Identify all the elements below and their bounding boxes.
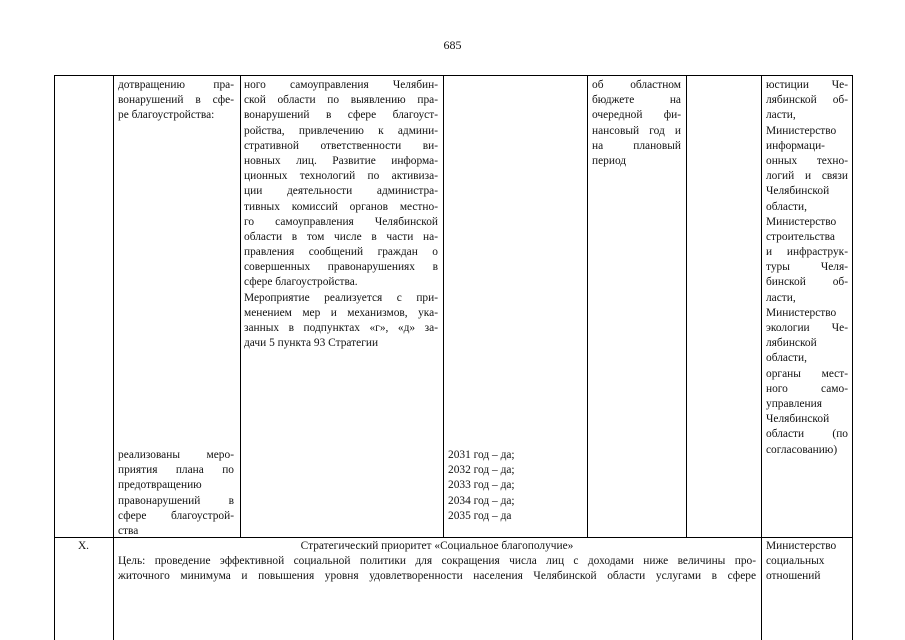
text-line: области (по bbox=[766, 428, 848, 441]
text-line: Челябинской bbox=[766, 185, 830, 198]
text-line: Стратегический приоритет «Социальное благополучие» bbox=[300, 540, 574, 552]
text-line: 2032 год – да; bbox=[448, 464, 515, 477]
text-line: информаци- bbox=[766, 139, 825, 152]
text-line: ного самоуправления Челябин- bbox=[244, 79, 438, 91]
text-line: совершенных правонарушениях в bbox=[244, 261, 438, 274]
text-line: логий и связи bbox=[766, 170, 848, 183]
text-line: онных техно- bbox=[766, 154, 848, 167]
text-line: Министерство bbox=[766, 215, 837, 228]
text-line: Цель: проведение эффективной социальной политики для сокращения числа лиц с доходами ниже величины про- bbox=[118, 555, 756, 568]
indicator-value-cell bbox=[118, 448, 234, 539]
column-border bbox=[54, 75, 55, 640]
text-line: и инфраструк- bbox=[766, 246, 848, 259]
text-line: отношений bbox=[766, 570, 821, 583]
text-line: Министерство bbox=[766, 124, 837, 137]
column-border bbox=[443, 75, 444, 537]
responsible-bodies-cell bbox=[766, 78, 848, 458]
text-line: вонарушений в сфере благоуст- bbox=[244, 109, 438, 122]
text-line: сфере благоустрой- bbox=[118, 509, 234, 522]
text-line: области, bbox=[766, 352, 807, 365]
text-line: стративной ответственности ви- bbox=[244, 139, 438, 152]
text-line: на плановый bbox=[592, 139, 681, 152]
text-line: органы мест- bbox=[766, 367, 848, 380]
text-line: социальных bbox=[766, 555, 825, 568]
text-line: 2031 год – да; bbox=[448, 449, 515, 461]
text-line: период bbox=[592, 154, 627, 167]
text-line: юстиции Че- bbox=[766, 79, 848, 91]
text-line: 2035 год – да bbox=[448, 509, 512, 522]
text-line: ного само- bbox=[766, 382, 848, 395]
text-line: ре благоустройства: bbox=[118, 109, 215, 122]
text-line: новных лиц. Развитие информа- bbox=[244, 154, 438, 167]
text-line: лябинской bbox=[766, 337, 817, 350]
text-line: об областном bbox=[592, 79, 681, 91]
section-number-cell bbox=[54, 539, 113, 554]
text-line: приятия плана по bbox=[118, 464, 234, 477]
column-border bbox=[113, 75, 114, 640]
text-line: Мероприятие реализуется с при- bbox=[244, 291, 438, 304]
text-line: Челябинской bbox=[766, 413, 830, 426]
text-line: нансовый год и bbox=[592, 124, 681, 137]
indicator-cell bbox=[118, 78, 234, 124]
section-goal-cell bbox=[118, 539, 756, 585]
text-line: ской области по выявлению пра- bbox=[244, 94, 438, 107]
text-line: правонарушений в bbox=[118, 494, 234, 507]
text-line: Министерство bbox=[766, 540, 837, 552]
text-line: менением мер и механизмов, ука- bbox=[244, 306, 438, 319]
text-line: ционных технологий по активиза- bbox=[244, 170, 438, 183]
page-number: 685 bbox=[443, 38, 462, 52]
text-line: ции деятельности администра- bbox=[244, 185, 438, 198]
text-line: 2033 год – да; bbox=[448, 479, 515, 492]
yearly-values-cell bbox=[448, 448, 582, 524]
table-top-border bbox=[54, 75, 853, 76]
measure-description-cell bbox=[244, 78, 438, 351]
column-border bbox=[587, 75, 588, 537]
text-line: тивных комиссий органов местно- bbox=[244, 200, 438, 213]
text-line: области, bbox=[766, 200, 807, 213]
text-line: 2034 год – да; bbox=[448, 494, 515, 507]
text-line: дотвращению пра- bbox=[118, 79, 234, 91]
column-border bbox=[240, 75, 241, 537]
text-line: строительства bbox=[766, 230, 835, 243]
text-line: очередной фи- bbox=[592, 109, 681, 122]
text-line: ства bbox=[118, 524, 139, 537]
text-line: ройства, привлечению к админи- bbox=[244, 124, 438, 137]
text-line: бюджете на bbox=[592, 94, 681, 107]
text-line: Министерство bbox=[766, 306, 837, 319]
text-line: занных в подпунктах «г», «д» за- bbox=[244, 322, 438, 334]
column-border bbox=[761, 75, 762, 640]
section-number: X. bbox=[77, 540, 90, 552]
text-line: го самоуправления Челябинской bbox=[244, 215, 438, 228]
text-line: экологии Че- bbox=[766, 322, 848, 334]
text-line: реализованы меро- bbox=[118, 449, 234, 461]
text-line: сфере благоустройства. bbox=[244, 276, 358, 289]
text-line: бинской об- bbox=[766, 276, 848, 289]
text-line: управления bbox=[766, 397, 822, 410]
section-responsible-cell bbox=[766, 539, 848, 585]
text-line: ласти, bbox=[766, 291, 796, 304]
text-line: области в том числе в части на- bbox=[244, 230, 438, 243]
text-line: туры Челя- bbox=[766, 261, 848, 274]
text-line: дачи 5 пункта 93 Стратегии bbox=[244, 337, 379, 350]
text-line: согласованию) bbox=[766, 443, 838, 456]
text-line: вонарушений в сфе- bbox=[118, 94, 234, 107]
financing-cell bbox=[592, 78, 681, 169]
text-line: лябинской об- bbox=[766, 94, 848, 107]
text-line: житочного минимума и повышения уровня удовлетворенности населения Челябинской области услугами в сфере bbox=[118, 570, 756, 583]
column-border bbox=[852, 75, 853, 640]
text-line: правления сообщений граждан о bbox=[244, 246, 438, 259]
text-line: предотвращению bbox=[118, 479, 202, 492]
text-line: ласти, bbox=[766, 109, 796, 122]
column-border bbox=[686, 75, 687, 537]
